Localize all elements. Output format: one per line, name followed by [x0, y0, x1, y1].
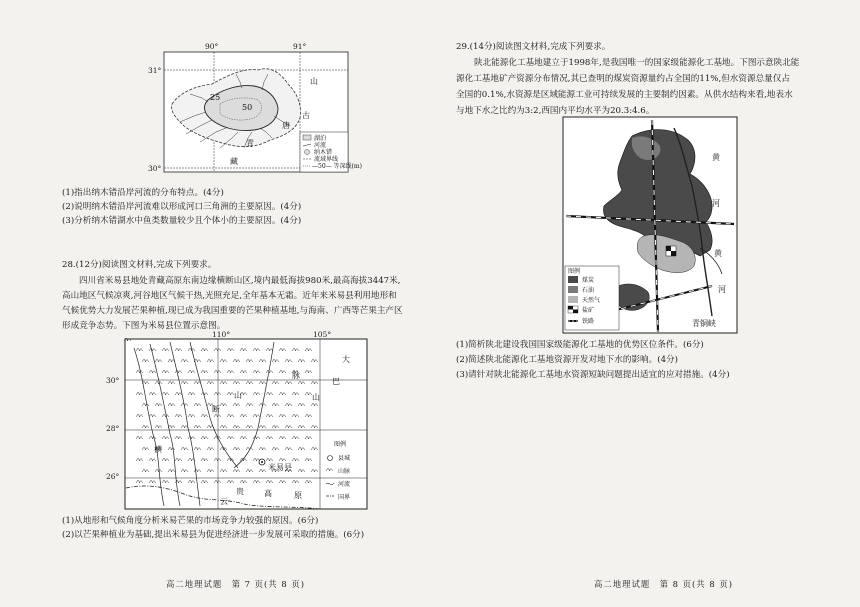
- place-char-1: 山: [310, 77, 318, 86]
- place-char-4: 青: [246, 139, 254, 148]
- contour-label-25: 25: [210, 93, 221, 102]
- legend-title: 图例: [334, 441, 347, 448]
- legend-river: 河流: [314, 142, 327, 149]
- q29-line-2: 源化工基地矿产资源分布情况,其已查明的煤炭资源量约占全国的11%,但水资源总量仅占: [456, 74, 790, 84]
- place-char-5: 藏: [230, 157, 238, 166]
- q27-item-2: (2)说明纳木错沿岸河流难以形成河口三角洲的主要原因。(4分): [62, 202, 302, 212]
- place-duan: 断: [212, 405, 220, 414]
- q29-heading: 29.(14分)阅读图文材料,完成下列要求。: [456, 42, 611, 52]
- shaanbei-legend: [565, 266, 619, 330]
- q29-item-1: (1)简析陕北建设我国国家级能源化工基地的优势区位条件。(6分): [456, 340, 704, 350]
- place-big: 大: [342, 355, 350, 364]
- legend-county: 县城: [338, 455, 351, 462]
- legend-river2: 河流: [338, 481, 351, 488]
- place-yun: 云: [220, 497, 228, 506]
- yellow-river-label-2: 黄: [714, 249, 722, 258]
- q28-line-3: 气候优势大力发展芒果种植,现已成为我国重要的芒果种植基地,与海南、广西等芒果主产区: [62, 306, 403, 316]
- qingtongxia-label: 青铜峡: [692, 319, 716, 328]
- q29-line-1: 陕北能源化工基地建立于1998年,是我国唯一的国家级能源化工基地。下图示意陕北能: [474, 58, 800, 68]
- namco-map: [160, 44, 362, 176]
- legend-oil: 石油: [582, 287, 595, 294]
- place-gao: 高: [264, 489, 272, 498]
- river-label-2: 河: [718, 285, 726, 294]
- legend-namco: 纳木错: [314, 149, 333, 156]
- q27-item-1: (1)指出纳木错沿岸河流的分布特点。(4分): [62, 188, 224, 198]
- q27-item-3: (3)分析纳木错湖水中鱼类数量较少且个体小的主要原因。(4分): [62, 216, 302, 226]
- place-char-2: 古: [302, 111, 310, 120]
- legend-isobath: —50— 等深线(m): [312, 163, 362, 170]
- q29-line-3: 全国的0.1%,水资源是区域能源工业可持续发展的主要制约因素。从供水结构来看,地表水: [456, 90, 793, 100]
- map2-lon-105: 105°: [313, 330, 332, 339]
- map2-lat-28: 28°: [106, 424, 120, 433]
- q28-line-1: 四川省米易县地处青藏高原东南边缘横断山区,境内最低海拔980米,最高海拔3447米,: [79, 276, 401, 286]
- map1-lon-90: 90°: [205, 42, 219, 51]
- miyi-map: [124, 338, 368, 510]
- place-char-3: 唐: [282, 121, 290, 130]
- place-ba: 巴: [332, 377, 340, 386]
- contour-label-50: 50: [242, 103, 253, 112]
- river-label-1: 河: [712, 199, 720, 208]
- q28-line-2: 高山地区气候凉爽,河谷地区气候干热,光照充足,全年基本无霜。近年来米易县利用地形和: [62, 291, 397, 301]
- legend-mountain: 山脉: [338, 468, 351, 475]
- page-8-footer: 高二地理试题 第 8 页(共 8 页): [594, 579, 733, 589]
- miyi-county-label: 米易县: [268, 463, 292, 472]
- shaanbei-map: [562, 116, 738, 334]
- legend-basin-line: 流域界线: [314, 156, 339, 163]
- q28-heading: 28.(12分)阅读图文材料,完成下列要求。: [62, 260, 217, 270]
- map1-lat-30: 30°: [148, 164, 162, 173]
- place-gui: 贵: [236, 487, 244, 496]
- place-heng: 横: [154, 445, 162, 454]
- legend-salt: 盐矿: [582, 307, 595, 314]
- map1-lat-31: 31°: [148, 66, 162, 75]
- q28-item-1: (1)从地形和气候角度分析米易芒果的市场竞争力较强的原因。(6分): [62, 516, 319, 526]
- q29-item-3: (3)请针对陕北能源化工基地水资源短缺问题提出适宜的应对措施。(4分): [456, 370, 730, 380]
- legend-lake: 湖泊: [314, 135, 327, 142]
- page-7-footer: 高二地理试题 第 7 页(共 8 页): [166, 579, 305, 589]
- legend-coal: 煤炭: [582, 277, 595, 284]
- exam-page-8: [430, 0, 860, 607]
- q29-line-4: 与地下水之比约为3:2,西国内平均水平为20.3:4.6。: [456, 106, 655, 116]
- q29-item-2: (2)简述陕北能源化工基地资源开发对地下水的影响。(4分): [456, 355, 679, 365]
- map2-lat-30: 30°: [106, 376, 120, 385]
- q28-line-4: 形成竞争态势。下图为米易县位置示意图。: [62, 321, 226, 331]
- legend-gas: 天然气: [582, 297, 601, 304]
- map2-lat-26: 26°: [106, 472, 120, 481]
- place-shan2: 山: [234, 391, 242, 400]
- legend-railway: 铁路: [582, 318, 595, 325]
- namco-legend: [300, 132, 362, 172]
- yellow-river-label-1: 黄: [712, 153, 720, 162]
- place-mai: 脉: [292, 371, 300, 380]
- legend-border: 国界: [338, 494, 351, 501]
- place-shan: 山: [312, 393, 320, 402]
- map1-lon-91: 91°: [293, 42, 307, 51]
- map2-lon-110: 110°: [212, 330, 231, 339]
- q28-item-2: (2)以芒果种植业为基础,提出米易县为促进经济进一步发展可采取的措施。(6分): [62, 530, 365, 540]
- place-yuan: 原: [294, 491, 302, 500]
- legend-title-3: 图例: [568, 268, 581, 275]
